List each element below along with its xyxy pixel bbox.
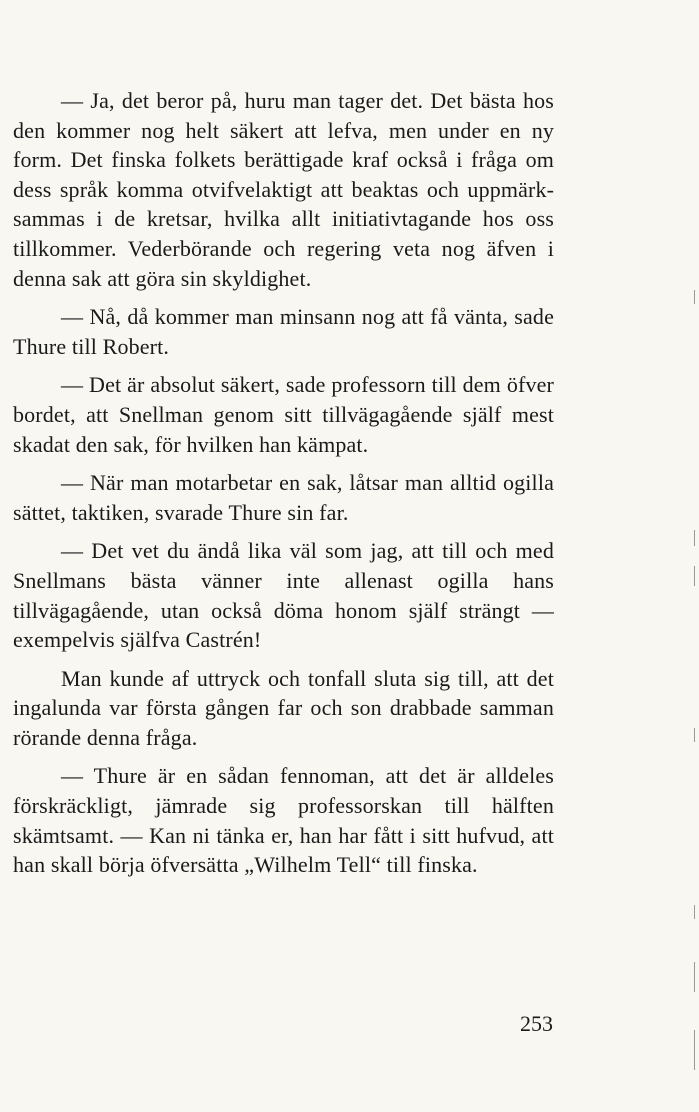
page-edge-mark: [694, 290, 695, 304]
page-edge-mark: [694, 566, 695, 586]
paragraph-5: — Det vet du ändå lika väl som jag, att till och med Snellmans bästa vänner inte allenast ogilla hans tillvägagående, utan också döma honom själf strängt — exempelvis själfva Castrén!: [13, 538, 554, 653]
body-text: [13, 86, 554, 889]
page-edge-mark: [694, 905, 695, 919]
page-edge-mark: [694, 1030, 695, 1070]
paragraph-7: — Thure är en sådan fennoman, att det är alldeles förskräckligt, jämrade sig professorskan till hälften skämtsamt. — Kan ni tänka er, han har fått i sitt hufvud, att han skall börja öfversätta „Wilhelm Tell“ till finska.: [13, 763, 554, 878]
paragraph-3: — Det är absolut säkert, sade professorn till dem öfver bordet, att Snellman genom sitt tillvägagående själf mest skadat den sak, för hvilken han kämpat.: [13, 372, 554, 457]
paragraph-4: — När man motarbetar en sak, låtsar man alltid ogilla sättet, taktiken, svarade Thure sin far.: [13, 470, 554, 525]
page-edge-mark: [694, 530, 695, 546]
paragraph-6: Man kunde af uttryck och tonfall sluta sig till, att det ingalunda var första gången far och son drabbade samman rörande denna fråga.: [13, 665, 554, 750]
page-edge-mark: [694, 962, 695, 992]
paragraph-1: — Ja, det beror på, huru man tager det. Det bästa hos den kommer nog helt säkert att lefva, men under en ny form. Det finska folkets berättigade kraf också i fråga om dess språk komma otvifvelaktigt att beaktas och uppmärksammas i de kretsar, hvilka allt initiativtagande hos oss tillkommer. Vederbörande och regering veta nog äfven i denna sak att göra sin skyldighet.: [13, 88, 554, 291]
page-edge-mark: [694, 728, 695, 742]
paragraph-2: — Nå, då kommer man minsann nog att få vänta, sade Thure till Robert.: [13, 304, 554, 359]
page-number: 253: [520, 1011, 553, 1036]
